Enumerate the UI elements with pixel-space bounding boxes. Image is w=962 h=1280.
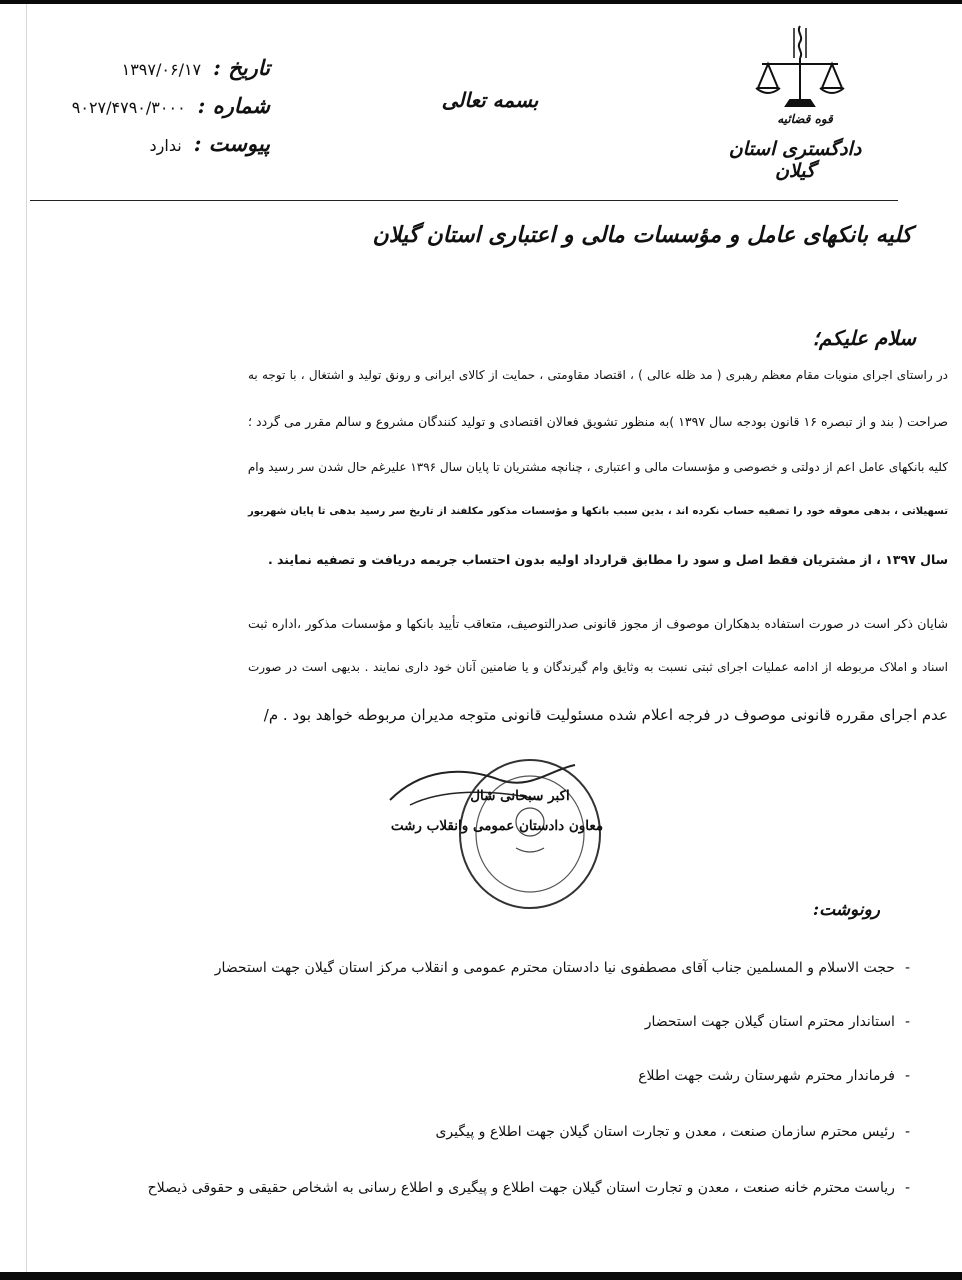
cc-item-text: فرماندار محترم شهرستان رشت جهت اطلاع [638, 1068, 895, 1084]
body-line: عدم اجرای مقرره قانونی موصوف در فرجه اعلام شده مسئولیت قانونی متوجه مدیران مربوطه خواهد بود . م/ [263, 706, 948, 724]
body-line: صراحت ( بند و از تبصره ۱۶ قانون بودجه سال ۱۳۹۷ )به منظور تشویق فعالان اقتصادی و تولید کنندگان مشروع و سالم مقرر می گردد ؛ [248, 414, 948, 429]
cc-item [645, 1014, 910, 1030]
cc-item [215, 960, 910, 976]
header-divider [30, 200, 898, 201]
body-line: شایان ذکر است در صورت استفاده بدهکاران موصوف از مجوز قانونی صدرالتوصیف، متعاقب تأیید بانکها و مؤسسات مذکور ،اداره ثبت [248, 616, 948, 631]
body-line: اسناد و املاک مربوطه از ادامه عملیات اجرای ثبتی نسبت به وثایق وام گیرندگان و یا ضامنین آنان خود داری نمایند . بدیهی است در صورت [248, 660, 948, 674]
cc-heading: رونوشت: [812, 900, 880, 920]
bottom-frame-edge [0, 1272, 962, 1280]
cc-item-text: رئیس محترم سازمان صنعت ، معدن و تجارت استان گیلان جهت اطلاع و پیگیری [435, 1124, 895, 1140]
letter-meta [70, 55, 270, 169]
cc-item-text: استاندار محترم استان گیلان جهت استحضار [644, 1014, 895, 1030]
court-name: دادگستری استان گیلان [728, 138, 862, 182]
addressee-heading: کلیه بانکهای عامل و مؤسسات مالی و اعتباری استان گیلان [372, 222, 912, 248]
date-label: تاریخ : [213, 55, 270, 80]
signer-title: معاون دادستان عمومی وانقلاب رشت [390, 818, 604, 834]
cc-item [638, 1068, 910, 1084]
cc-bullet: - [904, 1014, 910, 1030]
number-row [70, 93, 270, 131]
bismillah-heading: بسمه تعالی [441, 88, 539, 112]
cc-bullet: - [904, 960, 910, 976]
cc-bullet: - [904, 1124, 910, 1140]
cc-item-text: ریاست محترم خانه صنعت ، معدن و تجارت استان گیلان جهت اطلاع و پیگیری و اطلاع رسانی به اشخاص حقیقی و حقوقی ذیصلاح [147, 1180, 895, 1196]
cc-bullet: - [904, 1068, 910, 1084]
number-label: شماره : [197, 93, 270, 118]
cc-bullet: - [904, 1180, 910, 1196]
cc-item-text: حجت الاسلام و المسلمین جناب آقای مصطفوی نیا دادستان محترم عمومی و انقلاب مرکز استان گیلان جهت استحضار [214, 960, 895, 976]
cc-item [148, 1180, 910, 1196]
cc-item [435, 1124, 910, 1140]
date-row [70, 55, 270, 93]
body-line: در راستای اجرای منویات مقام معظم رهبری ( مد ظله عالی ) ، اقتصاد مقاومتی ، حمایت از کالای ایرانی و رونق تولید و اشتغال ، با توجه به [248, 368, 948, 382]
date-value: ۱۳۹۷/۰۶/۱۷ [121, 60, 202, 79]
body-line: تسهیلاتی ، بدهی معوقه خود را تصفیه حساب نکرده اند ، بدین سبب بانکها و مؤسسات مذکور مکلفند از تاریخ سر رسید بدهی تا پایان شهریور [248, 506, 948, 517]
attachment-row [70, 131, 270, 169]
body-line: سال ۱۳۹۷ ، از مشتریان فقط اصل و سود را مطابق قرارداد اولیه بدون احتساب جریمه دریافت و تصفیه نمایند . [267, 552, 948, 567]
salutation: سلام علیکم؛ [812, 326, 916, 350]
signer-name: اکبر سبحانی شال [470, 788, 570, 804]
number-value: ۹۰۲۷/۴۷۹۰/۳۰۰۰ [71, 98, 186, 117]
judiciary-emblem-icon [740, 18, 860, 118]
judiciary-label: قوه قضائیه [777, 112, 833, 126]
attachment-label: پیوست : [193, 131, 270, 156]
body-line: کلیه بانکهای عامل اعم از دولتی و خصوصی و مؤسسات مالی و اعتباری ، چنانچه مشتریان تا پایان سال ۱۳۹۶ علیرغم حال شدن سر رسید وام [247, 460, 948, 474]
attachment-value: ندارد [149, 136, 182, 155]
